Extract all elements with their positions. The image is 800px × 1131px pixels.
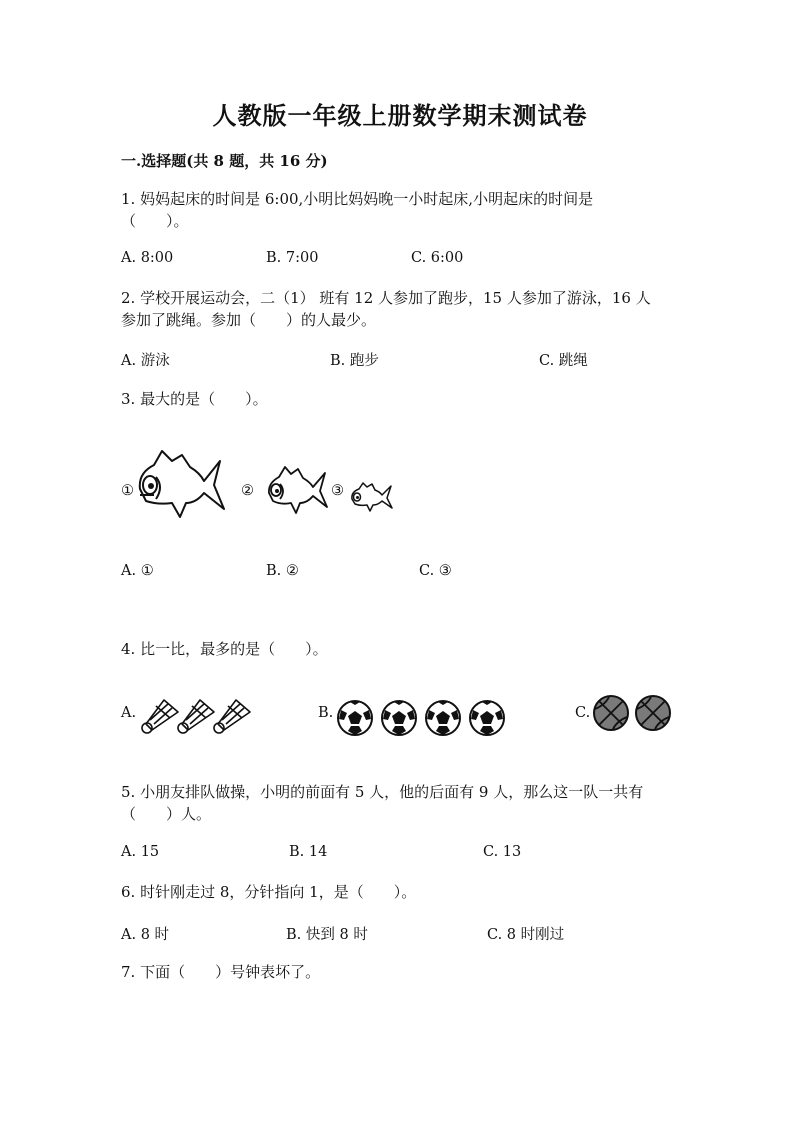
- question-4-option-a[interactable]: A.: [121, 705, 137, 721]
- question-3-option-c[interactable]: C. ③: [419, 563, 452, 579]
- question-1-option-c[interactable]: C. 6:00: [411, 250, 464, 266]
- question-4-line-1: 4. 比一比，最多的是（ ）。: [121, 640, 328, 658]
- fish-large-icon: [134, 445, 226, 521]
- shuttlecock-group-a: [138, 696, 254, 736]
- fish-small-icon: [349, 480, 393, 512]
- question-2-option-a[interactable]: A. 游泳: [121, 353, 170, 369]
- question-5-option-b[interactable]: B. 14: [289, 844, 328, 860]
- page-title: 人教版一年级上册数学期末测试卷: [212, 101, 588, 130]
- basketball-group-c: [593, 695, 675, 735]
- question-1-line-1: 1. 妈妈起床的时间是 6:00,小明比妈妈晚一小时起床,小明起床的时间是: [121, 190, 594, 208]
- figure-label-2: ②: [241, 483, 254, 499]
- question-5-line-1: 5. 小朋友排队做操，小明的前面有 5 人，他的后面有 9 人，那么这一队一共有: [121, 783, 644, 801]
- question-6-line-1: 6. 时针刚走过 8，分针指向 1，是（ ）。: [121, 883, 417, 901]
- question-7-line-1: 7. 下面（ ）号钟表坏了。: [121, 963, 321, 981]
- question-5-option-a[interactable]: A. 15: [121, 844, 160, 860]
- basketball-icon: [636, 696, 670, 730]
- soccer-ball-icon: [338, 701, 372, 735]
- section-heading: 一.选择题(共 8 题，共 16 分): [121, 152, 328, 170]
- question-4-option-c[interactable]: C.: [575, 705, 591, 721]
- soccer-ball-icon: [470, 701, 504, 735]
- figure-label-3: ③: [331, 483, 344, 499]
- question-2-line-2: 参加了跳绳。参加（ ）的人最少。: [121, 311, 377, 329]
- soccer-ball-group-b: [337, 700, 509, 740]
- question-4-option-b[interactable]: B.: [318, 705, 334, 721]
- question-1-line-2: （ ）。: [121, 212, 189, 230]
- question-2-option-c[interactable]: C. 跳绳: [539, 353, 588, 369]
- question-3-line-1: 3. 最大的是（ ）。: [121, 390, 268, 408]
- shuttlecock-icon: [178, 700, 214, 733]
- question-1-option-b[interactable]: B. 7:00: [266, 250, 319, 266]
- question-3-option-b[interactable]: B. ②: [266, 563, 299, 579]
- shuttlecock-icon: [214, 700, 250, 733]
- fish-medium-icon: [265, 463, 329, 515]
- shuttlecock-icon: [142, 700, 178, 733]
- question-6-option-b[interactable]: B. 快到 8 时: [286, 927, 368, 943]
- soccer-ball-icon: [426, 701, 460, 735]
- question-2-line-1: 2. 学校开展运动会，二（1） 班有 12 人参加了跑步，15 人参加了游泳，16 人: [121, 289, 651, 307]
- figure-label-1: ①: [121, 483, 134, 499]
- question-5-line-2: （ ）人。: [121, 805, 212, 823]
- question-1-option-a[interactable]: A. 8:00: [121, 250, 174, 266]
- question-2-option-b[interactable]: B. 跑步: [330, 353, 379, 369]
- question-6-option-c[interactable]: C. 8 时刚过: [487, 927, 565, 943]
- soccer-ball-icon: [382, 701, 416, 735]
- basketball-icon: [594, 696, 628, 730]
- question-6-option-a[interactable]: A. 8 时: [121, 927, 170, 943]
- question-3-option-a[interactable]: A. ①: [121, 563, 154, 579]
- question-5-option-c[interactable]: C. 13: [483, 844, 522, 860]
